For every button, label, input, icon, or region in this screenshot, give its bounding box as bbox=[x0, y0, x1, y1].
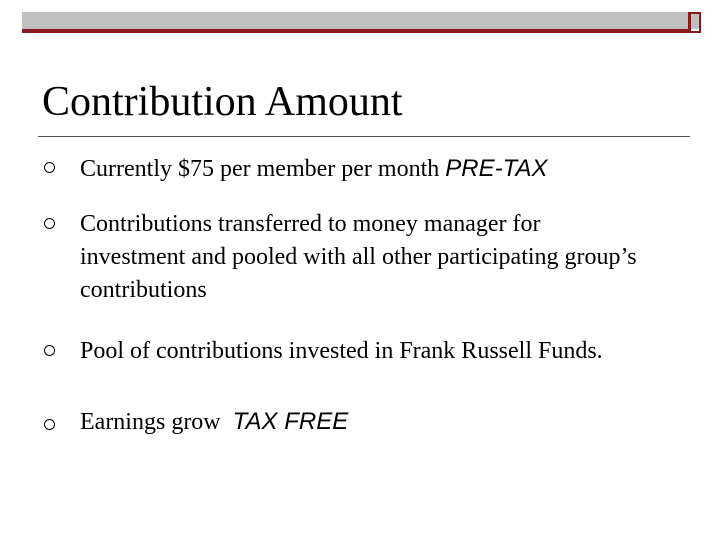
bullet-emphasis: TAX FREE bbox=[232, 408, 349, 435]
bullet-text: Currently $75 per member per month bbox=[80, 156, 446, 182]
bullet-item bbox=[80, 152, 680, 186]
bullet-text: Pool of contributions invested in Frank Russell Funds. bbox=[80, 338, 603, 364]
bullet-marker-icon bbox=[44, 345, 55, 356]
bullet-emphasis: PRE-TAX bbox=[445, 155, 548, 182]
bullet-text: Earnings grow bbox=[80, 409, 233, 435]
bullet-marker-icon bbox=[44, 162, 55, 173]
bullet-marker-icon bbox=[44, 218, 55, 229]
bullet-item bbox=[80, 405, 680, 439]
bullet-text: Contributions transferred to money manager for investment and pooled with all other participating group’s contributions bbox=[80, 211, 637, 303]
bullet-item bbox=[80, 335, 620, 368]
bullet-item bbox=[80, 208, 650, 307]
slide-title: Contribution Amount bbox=[42, 79, 403, 125]
bullet-marker-icon bbox=[44, 419, 55, 430]
